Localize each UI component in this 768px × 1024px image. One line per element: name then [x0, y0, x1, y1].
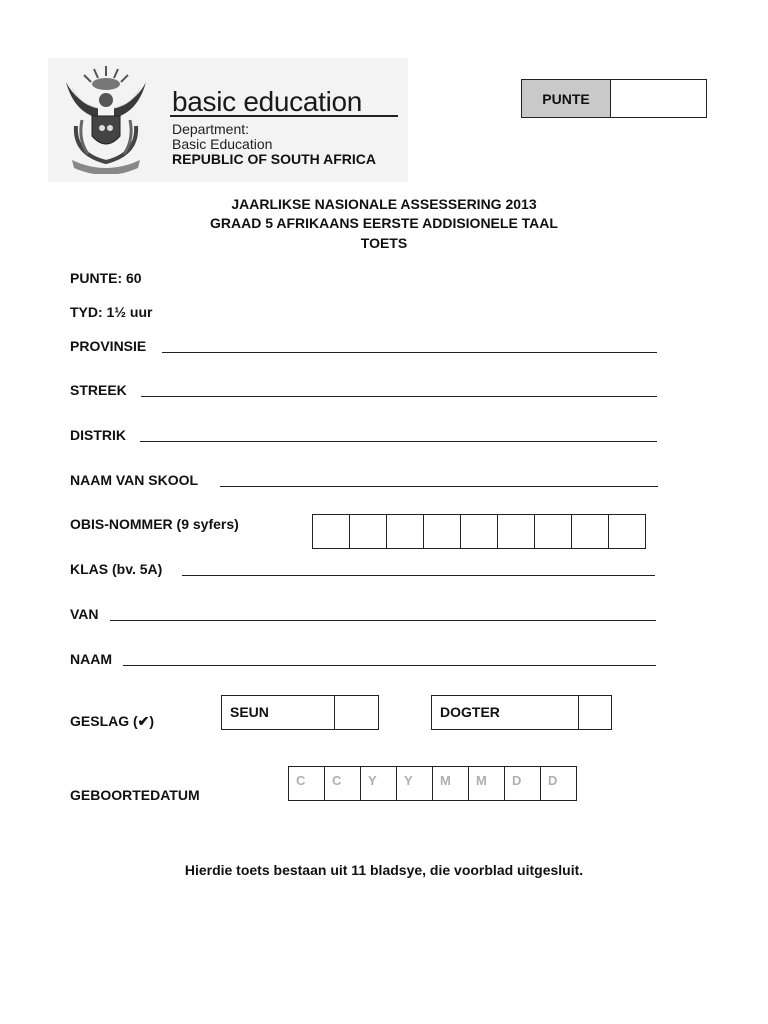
title-line-3: TOETS [360, 235, 408, 251]
school-name-field[interactable] [220, 486, 658, 487]
obis-digit-box[interactable] [608, 514, 646, 549]
obis-digit-box[interactable] [386, 514, 424, 549]
department-name: Basic Education [172, 136, 273, 152]
gender-male-label: SEUN [222, 696, 335, 729]
distrik-field[interactable] [140, 441, 657, 442]
klas-field[interactable] [182, 575, 655, 576]
streek-field[interactable] [141, 396, 657, 397]
birthdate-digit-box[interactable]: D [540, 766, 577, 801]
score-box [521, 79, 707, 118]
gender-male-option[interactable] [221, 695, 379, 730]
name-label: NAAM [70, 651, 112, 667]
brand-title: basic education [172, 86, 363, 117]
gender-male-checkbox[interactable] [335, 696, 378, 729]
obis-label: OBIS-NOMMER (9 syfers) [70, 516, 239, 532]
title-line-1: JAARLIKSE NASIONALE ASSESSERING 2013 [231, 196, 537, 212]
title-line-2: GRAAD 5 AFRIKAANS EERSTE ADDISIONELE TAAL [210, 215, 558, 231]
obis-number-boxes [312, 514, 646, 549]
birthdate-digit-box[interactable]: C [324, 766, 361, 801]
score-box-label: PUNTE [522, 80, 611, 117]
surname-field[interactable] [110, 620, 656, 621]
obis-digit-box[interactable] [497, 514, 535, 549]
page-count-note: Hierdie toets bestaan uit 11 bladsye, die voorblad uitgesluit. [184, 862, 584, 878]
birthdate-boxes [288, 766, 577, 801]
department-label: Department: [172, 121, 250, 137]
birthdate-digit-box[interactable]: Y [396, 766, 433, 801]
obis-digit-box[interactable] [534, 514, 572, 549]
birthdate-digit-box[interactable]: D [504, 766, 541, 801]
gender-female-checkbox[interactable] [579, 696, 611, 729]
birthdate-digit-box[interactable]: M [468, 766, 505, 801]
streek-label: STREEK [70, 382, 127, 398]
total-marks: PUNTE: 60 [70, 270, 142, 286]
surname-label: VAN [70, 606, 99, 622]
obis-digit-box[interactable] [312, 514, 350, 549]
gender-female-option[interactable] [431, 695, 612, 730]
provinsie-field[interactable] [162, 352, 657, 353]
score-box-value[interactable] [611, 80, 706, 117]
school-name-label: NAAM VAN SKOOL [70, 472, 199, 488]
obis-digit-box[interactable] [423, 514, 461, 549]
name-field[interactable] [123, 665, 656, 666]
obis-digit-box[interactable] [571, 514, 609, 549]
birthdate-digit-box[interactable]: Y [360, 766, 397, 801]
birthdate-digit-box[interactable]: C [288, 766, 325, 801]
obis-digit-box[interactable] [460, 514, 498, 549]
obis-digit-box[interactable] [349, 514, 387, 549]
gender-label: GESLAG (✔) [70, 713, 155, 729]
coat-of-arms-icon [58, 62, 154, 174]
birthdate-label: GEBOORTEDATUM [70, 787, 200, 803]
birthdate-digit-box[interactable]: M [432, 766, 469, 801]
time-allowed: TYD: 1½ uur [70, 304, 153, 320]
brand-underline [170, 115, 398, 117]
provinsie-label: PROVINSIE [70, 338, 147, 354]
distrik-label: DISTRIK [70, 427, 126, 443]
gender-female-label: DOGTER [432, 696, 579, 729]
country-name: REPUBLIC OF SOUTH AFRICA [172, 151, 377, 167]
klas-label: KLAS (bv. 5A) [70, 561, 163, 577]
